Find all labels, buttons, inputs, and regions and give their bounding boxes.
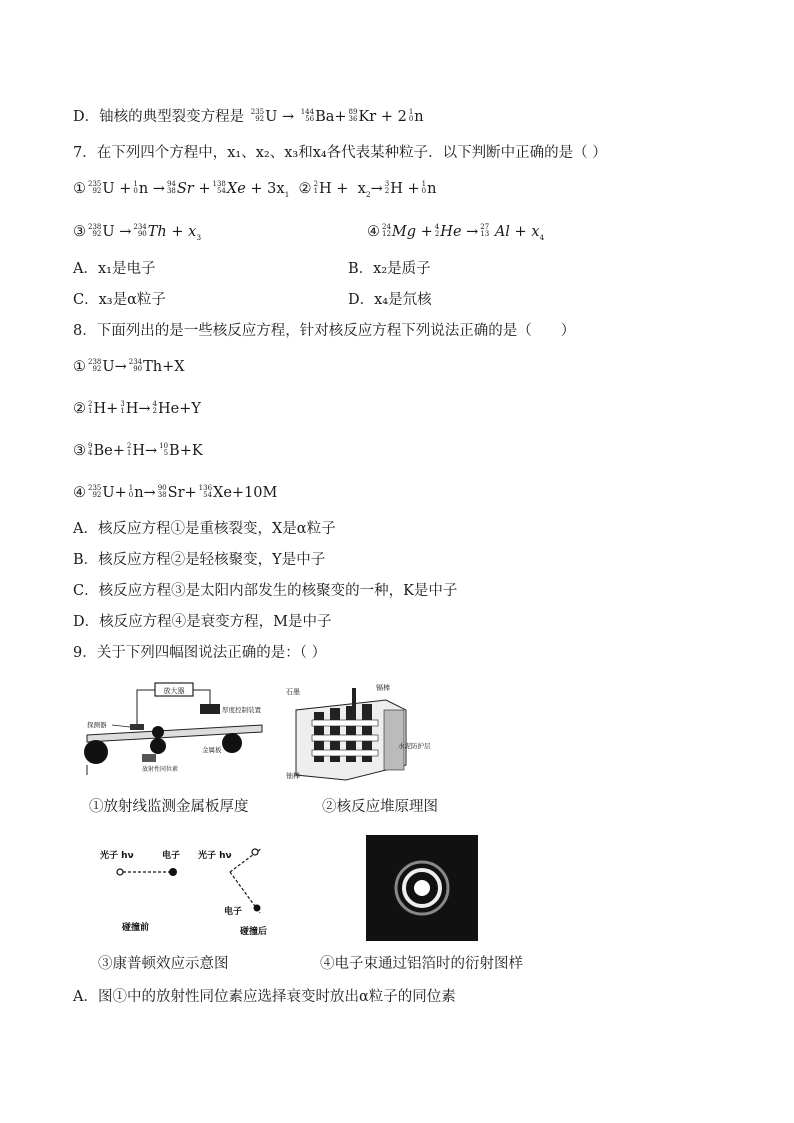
fig1-label-thickness-control: 厚度控制装置 [222,706,261,714]
q7-option-d: D．x₄是氘核 [348,292,432,308]
fig4-caption: ④电子束通过铝箔时的衍射图样 [320,956,523,972]
fig3-label-before-collision: 碰撞前 [122,923,150,933]
fig3-label-photon-before: 光子 hν [100,851,134,861]
q8-stem: 8．下面列出的是一些核反应方程，针对核反应方程下列说法正确的是（ ） [73,323,576,339]
fig3-caption: ③康普顿效应示意图 [98,956,229,972]
q7-stem: 7．在下列四个方程中，x₁、x₂、x₃和x₄各代表某种粒子．以下判断中正确的是（ ） [73,145,607,161]
fig2-caption: ②核反应堆原理图 [322,799,438,815]
fig1-label-detector: 探测器 [87,721,107,729]
fig2-label-graphite: 石墨 [286,688,300,696]
q8-eq4: ④ 235 92 U+ 1 0 n→ 90 38 Sr+ 136 54 Xe+10M [73,484,278,501]
q7-eq4: ④ 24 12 Mg + 4 2 He → 27 13 $Al + x_4$ [367,223,545,242]
fig1-label-amplifier: 放大器 [163,687,185,695]
q7-option-c: C．x₃是α粒子 [73,292,166,308]
q8-eq1: ① 238 92 U→ 234 90 Th+X [73,358,185,375]
fig2-label-cadmium-rod: 镉棒 [376,684,390,692]
fig3-label-electron-after: 电子 [224,907,243,917]
q6-option-d-equation: 235 92 U → 144 56 Ba+ 89 36 Kr + 2 1 0 n [250,108,424,125]
fig3-label-photon-after: 光子 hν [198,851,232,861]
q8-option-b: B．核反应方程②是轻核聚变，Y是中子 [73,552,326,568]
q7-option-b: B．x₂是质子 [348,261,431,277]
figure-thickness-monitor [82,680,278,780]
q8-eq2: ② 2 1 H+ 3 1 H→ 4 2 He+Y [73,400,201,417]
q8-option-a: A．核反应方程①是重核裂变，X是α粒子 [73,521,336,537]
q8-eq3: ③ 9 4 Be+ 2 1 H→ 10 5 B+K [73,442,203,459]
fig3-label-electron-before: 电子 [162,851,181,861]
fig1-label-radioactive-isotope: 放射性同位素 [142,766,179,773]
q9-stem: 9．关于下列四幅图说法正确的是：（ ） [73,645,327,661]
fig1-caption: ①放射线监测金属板厚度 [89,799,249,815]
figure-reactor [286,680,431,784]
q9-option-a: A．图①中的放射性同位素应选择衰变时放出α粒子的同位素 [73,989,456,1005]
figure-diffraction-pattern [366,835,478,941]
q7-eq3: ③ 238 92 U → 234 90 $Th + x_3$ [73,223,202,242]
fig2-label-concrete-shield: 水泥防护层 [398,742,431,750]
fig2-label-uranium-rod: 铀棒 [286,772,300,780]
q8-option-c: C．核反应方程③是太阳内部发生的核聚变的一种，K是中子 [73,583,458,599]
q6-option-d [73,107,424,127]
figure-compton [100,838,280,938]
q8-option-d: D．核反应方程④是衰变方程，M是中子 [73,614,332,630]
fig3-label-after-collision: 碰撞后 [240,927,268,937]
q6-option-d-text: D．铀核的典型裂变方程是 [73,109,245,125]
q7-option-a: A．x₁是电子 [73,261,156,277]
fig1-label-metal-plate: 金属板 [202,746,222,754]
q7-eq1: ① 235 92 U + 1 0 n → 94 38 Sr + 138 54 $Xe + 3x_1$ ② 2 1 $H + x_2\to$ 3 2 H + 1 0 n [73,180,437,199]
